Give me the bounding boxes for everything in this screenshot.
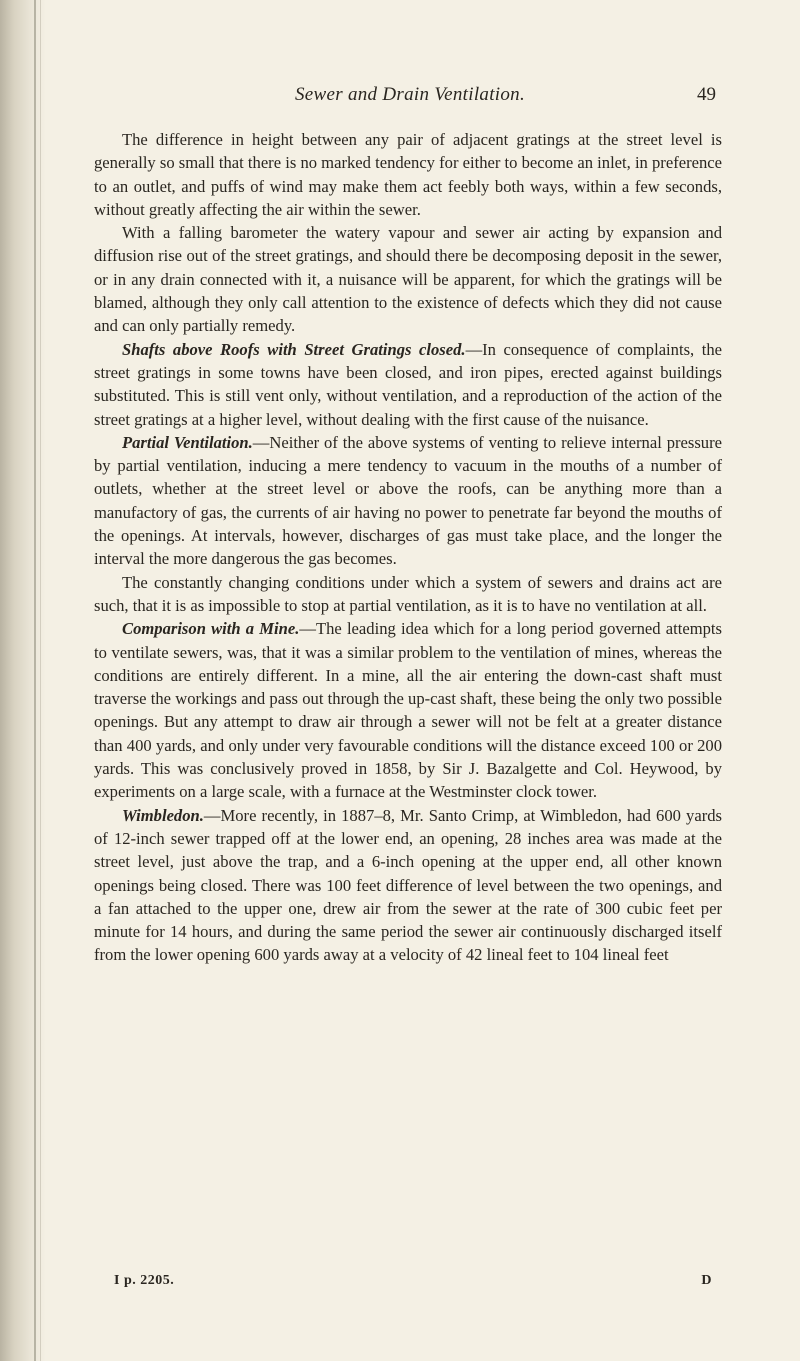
paragraph-text: The constantly changing conditions under which a system of sewers and drains act are such, that it is as impossible to stop at partial ventilation, as it is to have no ventilation at all.	[94, 572, 722, 615]
paragraph	[94, 221, 722, 337]
paragraph	[94, 431, 722, 571]
paragraph	[94, 128, 722, 221]
page-header	[100, 84, 720, 114]
section-heading: Partial Ventilation.	[122, 432, 253, 452]
page-number: 49	[697, 84, 716, 105]
paragraph	[94, 338, 722, 431]
paragraph-text: The difference in height between any pair of adjacent gratings at the street level is generally so small that there is no marked tendency for either to become an inlet, in preference to an outlet, and puffs of wind may make them act feebly both ways, within a few seconds, without greatly affecting the air within the sewer.	[94, 130, 723, 219]
paragraph	[94, 804, 722, 967]
body-text	[94, 128, 722, 967]
paragraph-text: —More recently, in 1887–8, Mr. Santo Crimp, at Wimbledon, had 600 yards of 12-inch sewer trapped off at the lower end, an opening, 28 inches area was made at the street level, just above the trap, and a 6-inch opening at the upper end, all other known openings being closed. There was 100 feet difference of level between the two openings, and a fan attached to the upper one, drew air from the sewer at the rate of 300 cubic feet per minute for 14 hours, and during the same period the sewer air continuously discharged itself from the lower opening 600 yards away at a velocity of 42 lineal feet to 104 lineal feet	[94, 805, 722, 965]
paragraph	[94, 571, 722, 618]
page-footer	[114, 1273, 712, 1295]
signature-letter: D	[701, 1273, 712, 1288]
section-heading: Shafts above Roofs with Street Gratings closed.	[122, 339, 466, 359]
binding-shadow-inner	[40, 0, 41, 1361]
paragraph	[94, 617, 722, 803]
section-heading: Comparison with a Mine.	[122, 619, 300, 639]
running-title: Sewer and Drain Ventilation.	[294, 84, 526, 105]
paragraph-text: —In consequence of complaints, the street gratings in some towns have been closed, and iron pipes, erected against buildings substituted. This is still vent only, without ventilation, and a reproduction of the action of the street gratings at a higher level, without dealing with the first cause of the nuisance.	[94, 339, 723, 429]
paragraph-text: With a falling barometer the watery vapour and sewer air acting by expansion and diffusion rise out of the street gratings, and should there be decomposing deposit in the sewer, or in any drain connected with it, a nuisance will be apparent, for which the gratings will be blamed, although they only call attention to the existence of defects which they did not cause and can only partially remedy.	[94, 223, 722, 336]
paragraph-text: —Neither of the above systems of venting to relieve internal pressure by partial ventilation, inducing a mere tendency to vacuum in the mouths of a number of outlets, whether at the street level or above the roofs, can be anything more than a manufactory of gas, the currents of air having no power to penetrate far beyond the mouths of the openings. At intervals, however, discharges of gas must take place, and the longer the interval the more dangerous the gas becomes.	[94, 432, 722, 569]
paragraph-text: —The leading idea which for a long period governed attempts to ventilate sewers, was, that it was a similar problem to the ventilation of mines, whereas the conditions are entirely different. In a mine, all the air entering the down-cast shaft must traverse the workings and pass out through the up-cast shaft, these being the only two possible openings. But any attempt to draw air through a sewer will not be felt at a greater distance than 400 yards, and only under very favourable conditions will the distance exceed 100 or 200 yards. This was conclusively proved in 1858, by Sir J. Bazalgette and Col. Heywood, by experiments on a large scale, with a furnace at the Westminster clock tower.	[94, 619, 722, 802]
binding-shadow	[34, 0, 36, 1361]
printer-signature: I p. 2205.	[114, 1273, 175, 1288]
section-heading: Wimbledon.	[122, 805, 204, 825]
